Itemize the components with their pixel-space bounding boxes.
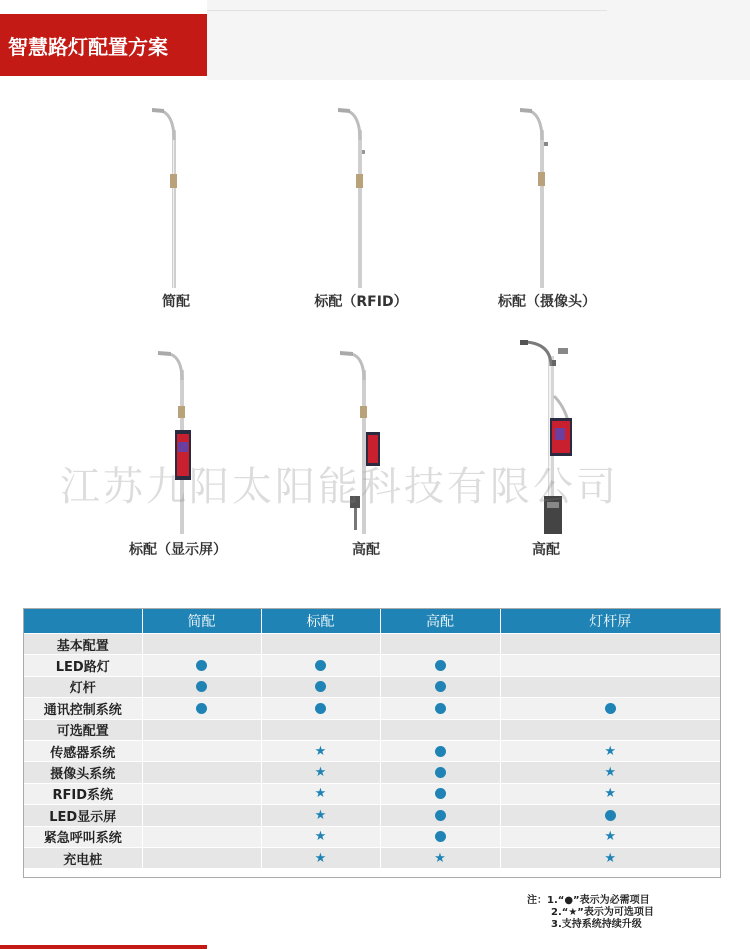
header-cell: 简配 [142, 609, 261, 634]
top-divider [207, 10, 607, 11]
required-dot-icon [196, 681, 207, 692]
table-cell [380, 805, 500, 826]
table-cell [500, 655, 720, 676]
table-row [24, 847, 720, 868]
table-row [24, 805, 720, 826]
table-cell [380, 762, 500, 783]
table-cell [261, 826, 380, 847]
optional-star-icon: ★ [604, 786, 617, 802]
table-cell [142, 826, 261, 847]
pole-label-high-2: 高配 [532, 542, 560, 558]
required-dot-icon [196, 703, 207, 714]
table-cell [380, 847, 500, 868]
required-dot-icon [605, 703, 616, 714]
table-cell [261, 740, 380, 761]
required-dot-icon [435, 788, 446, 799]
top-banner-strip [207, 0, 750, 80]
optional-star-icon: ★ [314, 829, 327, 845]
table-cell [142, 655, 261, 676]
required-dot-icon [605, 810, 616, 821]
pole-label-rfid: 标配（RFID） [314, 294, 408, 310]
required-dot-icon [435, 810, 446, 821]
table-cell [261, 634, 380, 655]
table-cell [261, 719, 380, 740]
pole-label-camera: 标配（摄像头） [498, 294, 596, 310]
optional-star-icon: ★ [604, 765, 617, 781]
row-label: LED显示屏 [24, 805, 142, 826]
table-cell [261, 676, 380, 697]
row-label: 灯杆 [24, 676, 142, 697]
required-dot-icon [315, 703, 326, 714]
table-cell [380, 698, 500, 719]
required-dot-icon [196, 660, 207, 671]
optional-star-icon: ★ [604, 743, 617, 759]
bottom-accent-line [0, 945, 207, 949]
table-row [24, 676, 720, 697]
optional-star-icon: ★ [604, 850, 617, 866]
table-cell [261, 762, 380, 783]
table-cell [142, 740, 261, 761]
row-label: 传感器系统 [24, 740, 142, 761]
pole-camera [508, 100, 578, 290]
table-cell [500, 698, 720, 719]
optional-star-icon: ★ [314, 743, 327, 759]
table-row [24, 740, 720, 761]
table-cell [261, 805, 380, 826]
table-header-row [24, 609, 720, 634]
pole-label-display: 标配（显示屏） [129, 542, 227, 558]
pole-label-high-1: 高配 [352, 542, 380, 558]
table-cell [142, 634, 261, 655]
table-cell [380, 783, 500, 804]
table-cell [380, 676, 500, 697]
table-cell [142, 847, 261, 868]
row-label: 充电桩 [24, 847, 142, 868]
table-cell [500, 740, 720, 761]
optional-star-icon: ★ [314, 786, 327, 802]
table-cell [261, 783, 380, 804]
row-label: LED路灯 [24, 655, 142, 676]
row-label: 通讯控制系统 [24, 698, 142, 719]
table-cell [500, 762, 720, 783]
table-row [24, 783, 720, 804]
table-cell [142, 805, 261, 826]
optional-star-icon: ★ [604, 829, 617, 845]
required-dot-icon [435, 746, 446, 757]
note-line: 3.支持系统持续升级 [551, 919, 642, 930]
table-row [24, 698, 720, 719]
optional-star-icon: ★ [314, 807, 327, 823]
required-dot-icon [435, 703, 446, 714]
page-title: 智慧路灯配置方案 [0, 14, 207, 76]
notes [527, 895, 654, 931]
row-label: 基本配置 [24, 634, 142, 655]
table-cell [261, 698, 380, 719]
table-cell [500, 783, 720, 804]
table-cell [261, 655, 380, 676]
note-line: 注：1.“●”表示为必需项目 [527, 895, 650, 906]
table-cell [380, 740, 500, 761]
table-cell [500, 676, 720, 697]
table-row [24, 719, 720, 740]
pole-rfid [326, 100, 396, 290]
note-line: 2.“★”表示为可选项目 [551, 907, 654, 918]
required-dot-icon [435, 831, 446, 842]
table-cell [500, 805, 720, 826]
table-cell [380, 719, 500, 740]
table-row [24, 826, 720, 847]
table-cell [380, 826, 500, 847]
pole-basic [140, 100, 210, 290]
config-table [24, 609, 720, 868]
required-dot-icon [435, 767, 446, 778]
row-label: 可选配置 [24, 719, 142, 740]
optional-star-icon: ★ [314, 850, 327, 866]
header-cell [24, 609, 142, 634]
header-cell: 高配 [380, 609, 500, 634]
table-row [24, 762, 720, 783]
table-row [24, 634, 720, 655]
required-dot-icon [315, 660, 326, 671]
required-dot-icon [435, 681, 446, 692]
watermark: 江苏九阳太阳能科技有限公司 [60, 464, 619, 510]
pole-label-basic: 简配 [162, 294, 190, 310]
header-cell: 灯杆屏 [500, 609, 720, 634]
table-cell [261, 847, 380, 868]
table-cell [142, 762, 261, 783]
table-cell [142, 676, 261, 697]
table-cell [380, 634, 500, 655]
table-cell [142, 719, 261, 740]
row-label: 摄像头系统 [24, 762, 142, 783]
table-cell [142, 698, 261, 719]
row-label: RFID系统 [24, 783, 142, 804]
table-cell [500, 719, 720, 740]
table-cell [142, 783, 261, 804]
header-cell: 标配 [261, 609, 380, 634]
optional-star-icon: ★ [434, 850, 446, 866]
required-dot-icon [435, 660, 446, 671]
table-cell [380, 655, 500, 676]
required-dot-icon [315, 681, 326, 692]
table-cell [500, 826, 720, 847]
table-row [24, 655, 720, 676]
optional-star-icon: ★ [314, 765, 327, 781]
table-cell [500, 847, 720, 868]
table-cell [500, 634, 720, 655]
row-label: 紧急呼叫系统 [24, 826, 142, 847]
